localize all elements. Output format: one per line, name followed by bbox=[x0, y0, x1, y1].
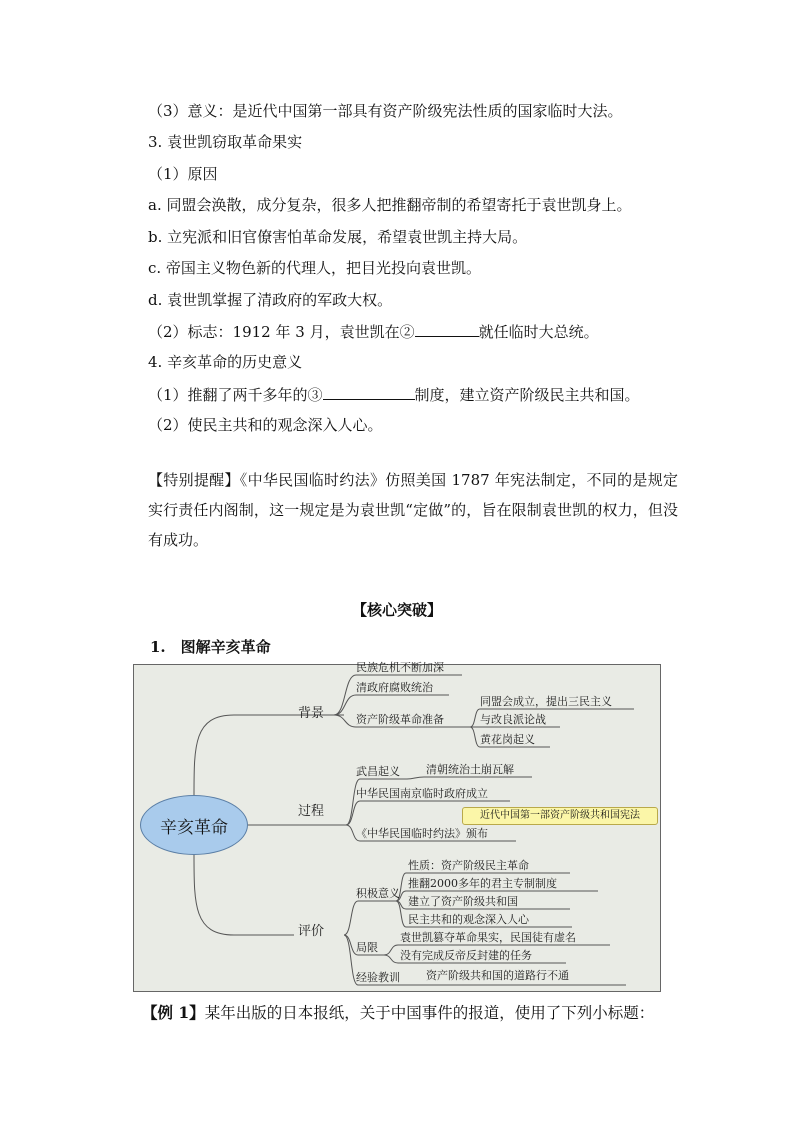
revolution-mindmap bbox=[133, 661, 661, 992]
proc-wuchang-result: 清朝统治土崩瓦解 bbox=[426, 763, 514, 776]
line-meaning-2: （2）使民主共和的观念深入人心。 bbox=[148, 416, 383, 434]
bg-item-crisis: 民族危机不断加深 bbox=[356, 661, 444, 674]
eval-lesson: 经验教训 bbox=[356, 971, 400, 984]
bg-prep-huanghuagang: 黄花岗起义 bbox=[480, 733, 535, 746]
bg-prep-debate: 与改良派论战 bbox=[480, 713, 546, 726]
core-title: 【核心突破】 bbox=[351, 601, 442, 619]
cause-d: d. 袁世凯掌握了清政府的军政大权。 bbox=[148, 291, 393, 309]
bg-item-corruption: 清政府腐败统治 bbox=[356, 681, 433, 694]
meaning-after: 制度，建立资产阶级民主共和国。 bbox=[414, 386, 640, 404]
eval-positive-idea: 民主共和的观念深入人心 bbox=[408, 913, 529, 926]
proc-nanjing: 中华民国南京临时政府成立 bbox=[356, 787, 488, 800]
eval-lesson-item: 资产阶级共和国的道路行不通 bbox=[426, 969, 569, 982]
proc-callout: 近代中国第一部资产阶级共和国宪法 bbox=[462, 807, 658, 825]
sign-after: 就任临时大总统。 bbox=[478, 323, 599, 341]
proc-constitution: 《中华民国临时约法》颁布 bbox=[356, 827, 488, 840]
example-1 bbox=[142, 1003, 654, 1023]
eval-positive-overthrow: 推翻2000多年的君主专制制度 bbox=[408, 877, 557, 890]
blank-3 bbox=[323, 384, 415, 400]
example-label: 【例 1】 bbox=[142, 1003, 205, 1022]
eval-limit-task: 没有完成反帝反封建的任务 bbox=[400, 949, 532, 962]
eval-positive-republic: 建立了资产阶级共和国 bbox=[408, 895, 518, 908]
bg-prep-tongmenghui: 同盟会成立，提出三民主义 bbox=[480, 695, 612, 708]
cause-b: b. 立宪派和旧官僚害怕革命发展，希望袁世凯主持大局。 bbox=[148, 228, 528, 246]
eval-limit: 局限 bbox=[356, 941, 378, 954]
eval-limit-yuan: 袁世凯篡夺革命果实，民国徒有虚名 bbox=[400, 931, 576, 944]
branch-background: 背景 bbox=[298, 706, 325, 721]
special-note: 【特别提醒】《中华民国临时约法》仿照美国 1787 年宪法制定，不同的是规定实行责任内阁制，这一规定是为袁世凯“定做”的，旨在限制袁世凯的权力，但没有成功。 bbox=[148, 471, 678, 549]
eval-positive: 积极意义 bbox=[356, 887, 400, 900]
cause-a: a. 同盟会涣散，成分复杂，很多人把推翻帝制的希望寄托于袁世凯身上。 bbox=[148, 196, 632, 214]
heading-yuan: 3. 袁世凯窃取革命果实 bbox=[148, 133, 303, 151]
blank-2 bbox=[415, 321, 479, 337]
sign-before: （2）标志：1912 年 3 月，袁世凯在② bbox=[148, 323, 415, 341]
mindmap-root: 辛亥革命 bbox=[140, 795, 248, 855]
line-meaning-1 bbox=[148, 384, 640, 405]
example-text: 某年出版的日本报纸，关于中国事件的报道，使用了下列小标题： bbox=[204, 1004, 655, 1022]
heading-meaning: 4. 辛亥革命的历史意义 bbox=[148, 353, 303, 371]
line-sign bbox=[148, 321, 599, 342]
proc-wuchang: 武昌起义 bbox=[356, 765, 400, 778]
line-significance: （3）意义：是近代中国第一部具有资产阶级宪法性质的国家临时大法。 bbox=[148, 102, 623, 120]
meaning-before: （1）推翻了两千多年的③ bbox=[148, 386, 323, 404]
eval-positive-nature: 性质：资产阶级民主革命 bbox=[408, 859, 529, 872]
branch-evaluation: 评价 bbox=[298, 924, 325, 939]
bg-item-preparation: 资产阶级革命准备 bbox=[356, 713, 444, 726]
branch-process: 过程 bbox=[298, 804, 325, 819]
cause-c: c. 帝国主义物色新的代理人，把目光投向袁世凯。 bbox=[148, 259, 481, 277]
subheading: 1. 图解辛亥革命 bbox=[150, 638, 271, 656]
line-causes: （1）原因 bbox=[148, 165, 218, 183]
